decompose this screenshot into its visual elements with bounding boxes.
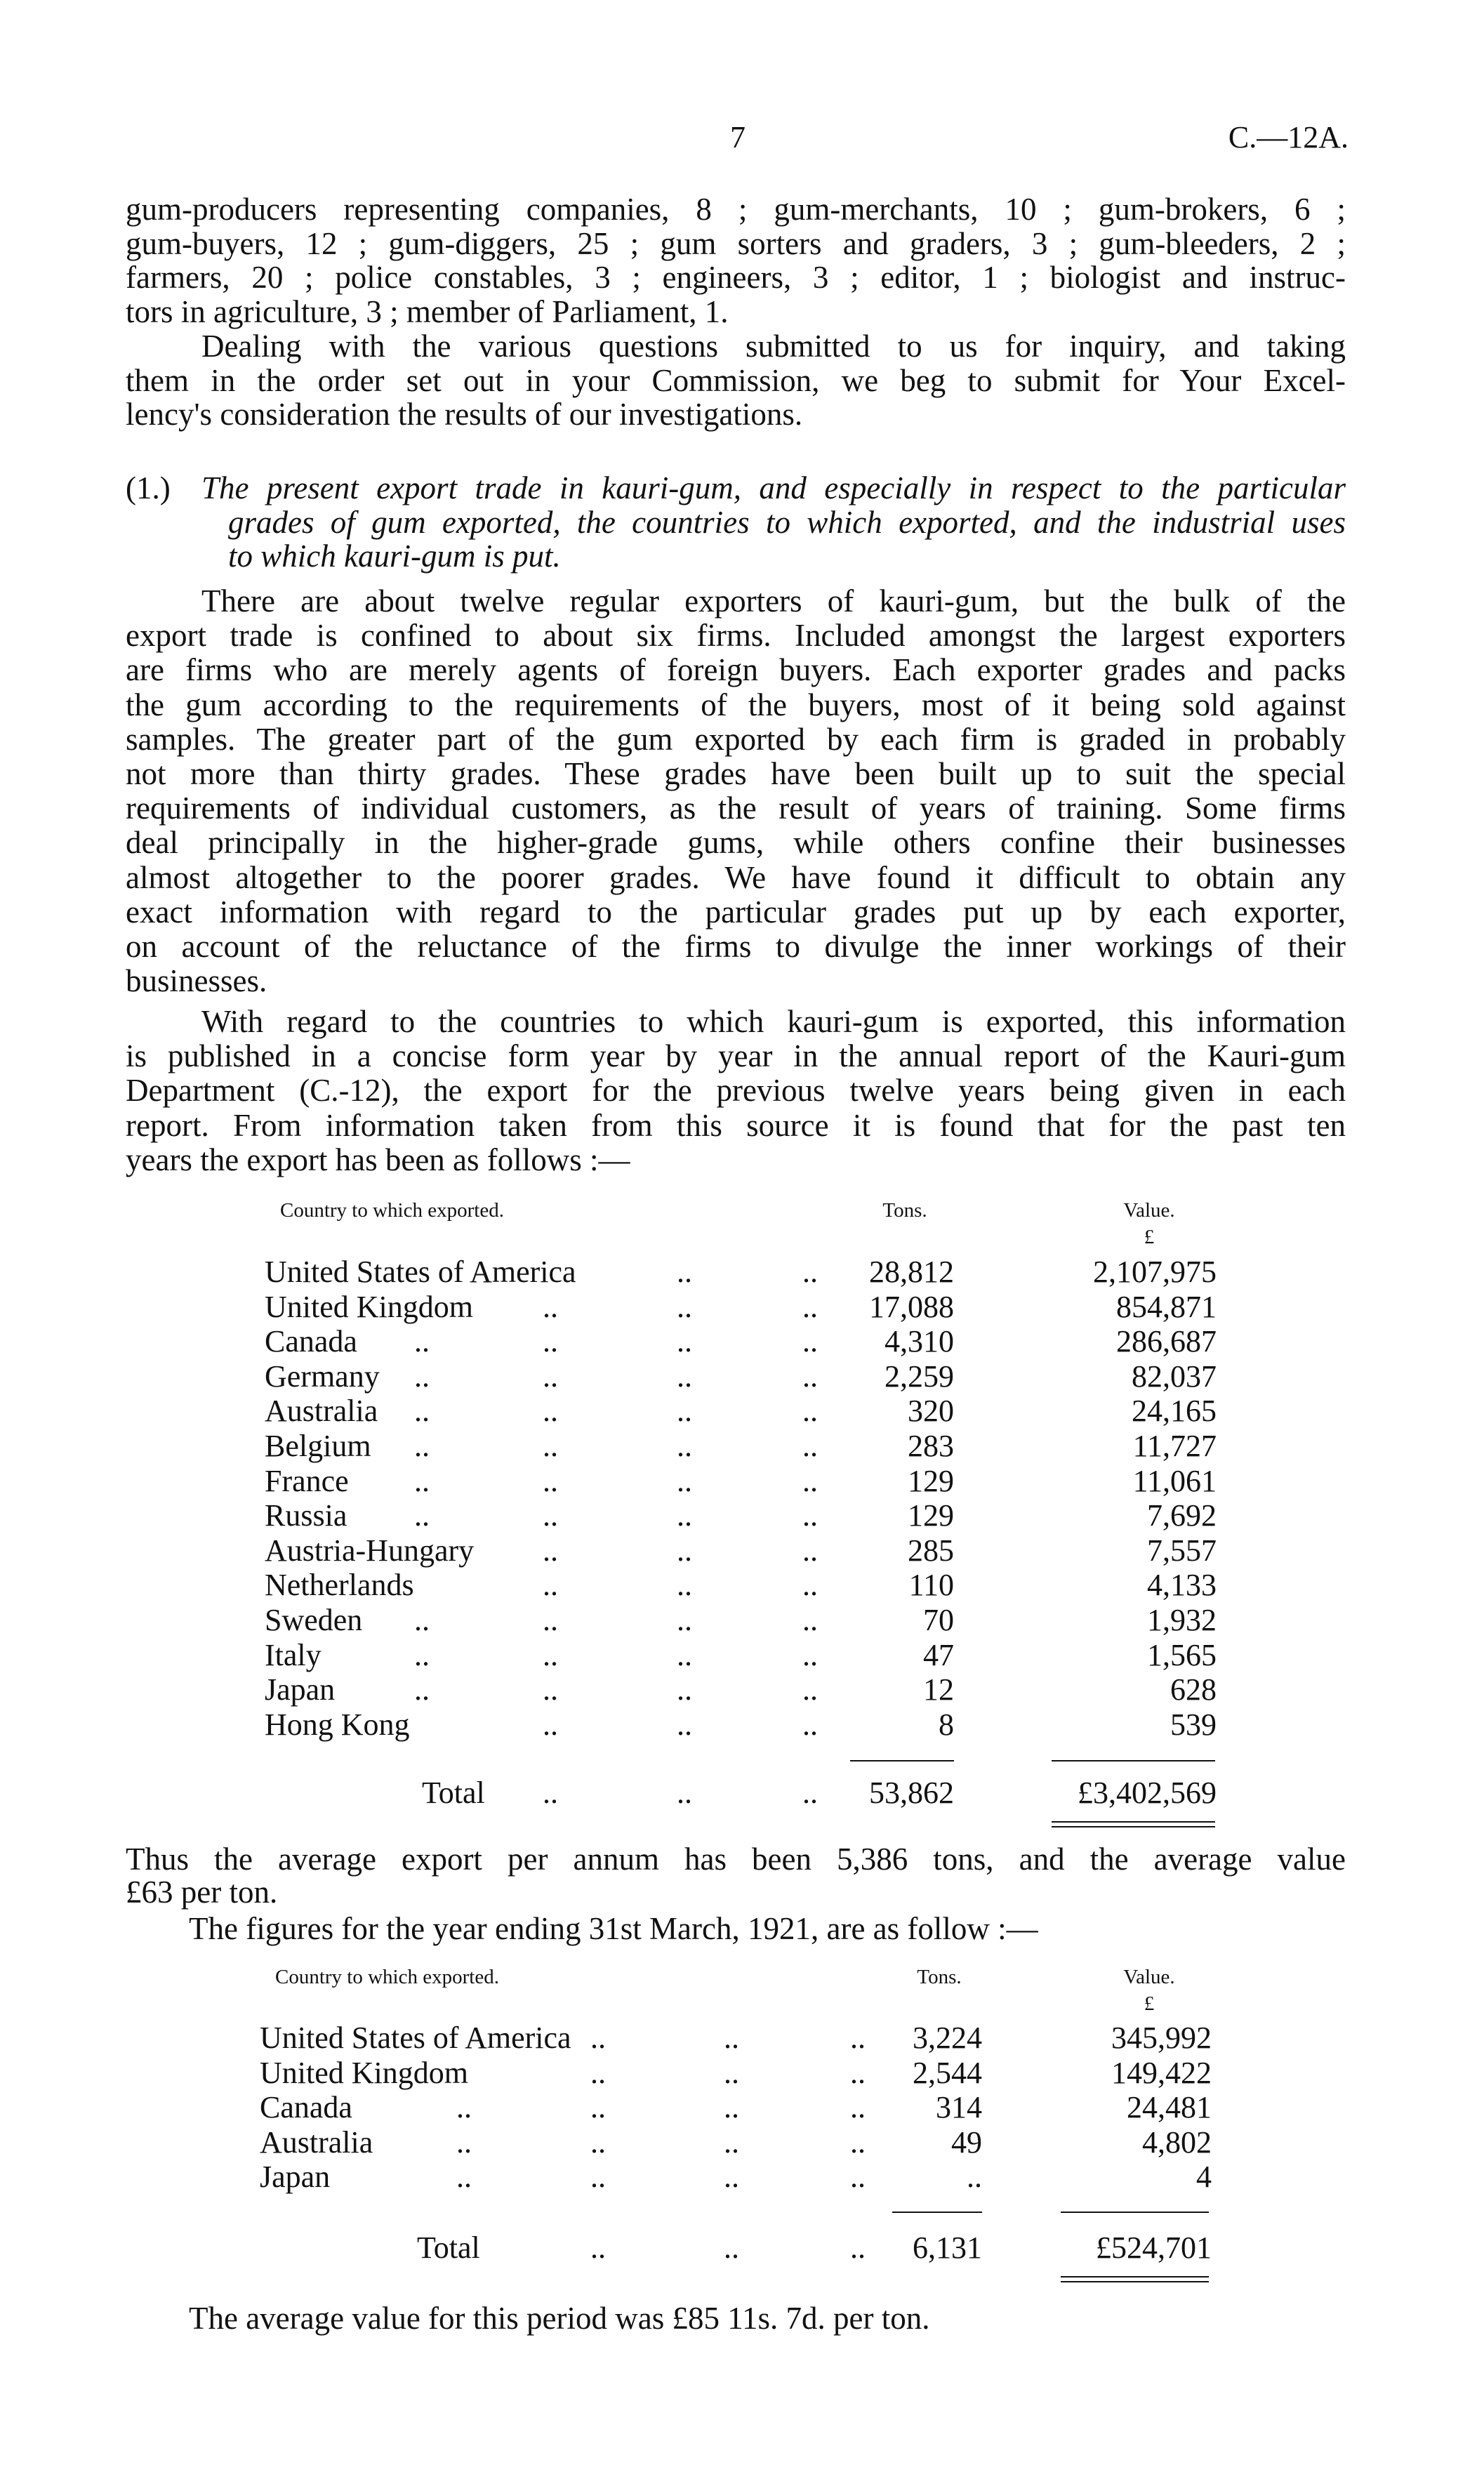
country-name: Canada [260, 2090, 352, 2124]
page-number: 7 [730, 120, 746, 154]
dot-leader: .. [677, 1429, 692, 1463]
value-cell: 628 [1170, 1672, 1217, 1707]
country-name: United Kingdom [260, 2056, 468, 2090]
dot-leader: .. [802, 1394, 818, 1428]
tons-cell: 8 [939, 1707, 954, 1742]
dot-leader: .. [414, 1672, 430, 1707]
country-name: Belgium [265, 1429, 371, 1463]
column-header-tons: Tons. [882, 1199, 927, 1222]
paragraph-line: farmers, 20 ; police constables, 3 ; engineers, 3 ; editor, 1 ; biologist and instruc- [126, 260, 1346, 295]
dot-leader: .. [590, 2125, 606, 2160]
total-label: Total [422, 1776, 485, 1810]
total-double-rule [1061, 2276, 1209, 2282]
tons-cell: 320 [908, 1394, 954, 1428]
dot-leader: .. [543, 1464, 558, 1498]
dot-leader: .. [802, 1464, 818, 1498]
dot-leader: .. [677, 1533, 692, 1568]
subtotal-rule-value [1061, 2212, 1209, 2213]
value-cell: 1,932 [1147, 1603, 1217, 1637]
country-name: Russia [265, 1498, 347, 1533]
currency-symbol: £ [1144, 1226, 1155, 1248]
country-name: Japan [260, 2160, 331, 2194]
subtotal-rule-tons [850, 1760, 954, 1761]
dot-leader: .. [677, 1394, 692, 1428]
value-cell: 7,557 [1147, 1533, 1217, 1568]
dot-leader: .. [724, 2125, 739, 2160]
dot-leader: .. [414, 1394, 430, 1428]
dot-leader: .. [724, 2160, 739, 2194]
dot-leader: .. [590, 2056, 606, 2090]
dot-leader: .. [850, 2230, 866, 2265]
dot-leader: .. [414, 1638, 430, 1672]
value-cell: 345,992 [1111, 2021, 1212, 2055]
dot-leader: .. [802, 1324, 818, 1359]
dot-leader: .. [543, 1498, 558, 1533]
dot-leader: .. [414, 1464, 430, 1498]
dot-leader: .. [677, 1707, 692, 1742]
total-tons: 6,131 [913, 2230, 982, 2265]
country-name: Austria-Hungary [265, 1533, 475, 1568]
section-heading-line: grades of gum exported, the countries to which exported, and the industrial uses [228, 505, 1346, 540]
column-header-tons: Tons. [917, 1966, 962, 1988]
dot-leader: .. [543, 1290, 558, 1324]
paragraph-line: are firms who are merely agents of foreign buyers. Each exporter grades and packs [126, 652, 1346, 687]
dot-leader: .. [724, 2230, 739, 2265]
dot-leader: .. [456, 2090, 472, 2124]
dot-leader: .. [414, 1359, 430, 1394]
dot-leader: .. [802, 1638, 818, 1672]
dot-leader: .. [677, 1498, 692, 1533]
country-name: Japan [265, 1672, 336, 1707]
tons-cell: 3,224 [913, 2021, 982, 2055]
tons-cell: 70 [923, 1603, 954, 1637]
total-value: £524,701 [1096, 2230, 1212, 2265]
value-cell: 11,061 [1132, 1464, 1217, 1498]
dot-leader: .. [802, 1776, 818, 1810]
dot-leader: .. [414, 1324, 430, 1359]
dot-leader: .. [677, 1776, 692, 1810]
paragraph-line: lency's consideration the results of our investigations. [126, 397, 803, 432]
paragraph-line: is published in a concise form year by year in the annual report of the Kauri-gum [126, 1038, 1346, 1073]
document-reference: C.—12A. [1228, 120, 1349, 154]
paragraph-line: requirements of individual customers, as the result of years of training. Some firms [126, 791, 1346, 826]
column-header-country: Country to which exported. [280, 1199, 504, 1222]
paragraph-line: gum-buyers, 12 ; gum-diggers, 25 ; gum sorters and graders, 3 ; gum-bleeders, 2 ; [126, 226, 1346, 261]
paragraph-line: on account of the reluctance of the firms to divulge the inner workings of their [126, 929, 1346, 964]
tons-cell: 17,088 [869, 1290, 954, 1324]
paragraph-line: businesses. [126, 963, 267, 998]
dot-leader: .. [802, 1707, 818, 1742]
total-tons: 53,862 [869, 1776, 954, 1810]
value-cell: 539 [1170, 1707, 1217, 1742]
dot-leader: .. [724, 2090, 739, 2124]
paragraph-line: Dealing with the various questions submitted to us for inquiry, and taking [201, 329, 1346, 364]
country-name: Italy [265, 1638, 322, 1672]
dot-leader: .. [456, 2125, 472, 2160]
dot-leader: .. [850, 2125, 866, 2160]
country-name: United Kingdom [265, 1290, 473, 1324]
paragraph-line: samples. The greater part of the gum exported by each firm is graded in probably [126, 722, 1346, 757]
value-cell: 854,871 [1116, 1290, 1217, 1324]
tons-cell: 4,310 [885, 1324, 954, 1359]
tons-cell: 47 [923, 1638, 954, 1672]
dot-leader: .. [677, 1638, 692, 1672]
closing-line: The average value for this period was £85 11s. 7d. per ton. [189, 2301, 930, 2336]
dot-leader: .. [802, 1568, 818, 1602]
value-cell: 2,107,975 [1093, 1255, 1217, 1289]
section-heading-line: to which kauri-gum is put. [228, 538, 561, 574]
dot-leader: .. [414, 1603, 430, 1637]
value-cell: 7,692 [1147, 1498, 1217, 1533]
column-header-country: Country to which exported. [275, 1966, 499, 1988]
tons-cell: 12 [923, 1672, 954, 1707]
total-double-rule [1052, 1821, 1215, 1827]
dot-leader: .. [456, 2160, 472, 2194]
dot-leader: .. [414, 1498, 430, 1533]
dot-leader: .. [543, 1638, 558, 1672]
section-heading-line: The present export trade in kauri-gum, and especially in respect to the particular [201, 470, 1346, 505]
dot-leader: .. [802, 1255, 818, 1289]
paragraph-line: almost altogether to the poorer grades. We have found it difficult to obtain any [126, 860, 1346, 895]
paragraph-line: exact information with regard to the particular grades put up by each exporter, [126, 894, 1346, 930]
dot-leader: .. [677, 1359, 692, 1394]
dot-leader: .. [802, 1429, 818, 1463]
paragraph-line: tors in agriculture, 3 ; member of Parliament, 1. [126, 294, 729, 329]
dot-leader: .. [677, 1324, 692, 1359]
paragraph-line: years the export has been as follows :— [126, 1142, 630, 1177]
country-name: France [265, 1464, 349, 1498]
country-name: Canada [265, 1324, 357, 1359]
dot-leader: .. [590, 2160, 606, 2194]
column-header-value: Value. [1123, 1199, 1175, 1222]
value-cell: 24,481 [1127, 2090, 1212, 2124]
paragraph-line: deal principally in the higher-grade gums, while others confine their businesses [126, 825, 1346, 860]
tons-cell: 129 [908, 1464, 954, 1498]
tons-cell: 129 [908, 1498, 954, 1533]
tons-cell: .. [967, 2160, 982, 2194]
dot-leader: .. [724, 2056, 739, 2090]
dot-leader: .. [677, 1568, 692, 1602]
paragraph-line: gum-producers representing companies, 8 ; gum-merchants, 10 ; gum-brokers, 6 ; [126, 192, 1346, 227]
paragraph-line: not more than thirty grades. These grades have been built up to suit the special [126, 756, 1346, 791]
dot-leader: .. [677, 1290, 692, 1324]
country-name: Netherlands [265, 1568, 414, 1602]
value-cell: 1,565 [1147, 1638, 1217, 1672]
value-cell: 24,165 [1132, 1394, 1217, 1428]
country-name: Australia [265, 1394, 378, 1428]
section-number: (1.) [126, 470, 171, 505]
dot-leader: .. [677, 1603, 692, 1637]
dot-leader: .. [802, 1533, 818, 1568]
paragraph-line: the gum according to the requirements of the buyers, most of it being sold against [126, 687, 1346, 722]
dot-leader: .. [543, 1603, 558, 1637]
dot-leader: .. [802, 1603, 818, 1637]
dot-leader: .. [850, 2090, 866, 2124]
dot-leader: .. [677, 1255, 692, 1289]
value-cell: 82,037 [1132, 1359, 1217, 1394]
dot-leader: .. [543, 1672, 558, 1707]
tons-cell: 2,544 [913, 2056, 982, 2090]
subtotal-rule-tons [892, 2212, 982, 2213]
country-name: United States of America [265, 1255, 576, 1289]
dot-leader: .. [543, 1707, 558, 1742]
paragraph-line: Department (C.-12), the export for the previous twelve years being given in each [126, 1073, 1346, 1108]
dot-leader: .. [543, 1568, 558, 1602]
column-header-value: Value. [1123, 1966, 1175, 1988]
total-value: £3,402,569 [1078, 1776, 1217, 1810]
dot-leader: .. [802, 1498, 818, 1533]
value-cell: 4,802 [1142, 2125, 1212, 2160]
country-name: Sweden [265, 1603, 363, 1637]
tons-cell: 28,812 [869, 1255, 954, 1289]
value-cell: 4,133 [1147, 1568, 1217, 1602]
dot-leader: .. [543, 1394, 558, 1428]
paragraph-line: report. From information taken from this source it is found that for the past ten [126, 1108, 1346, 1143]
country-name: Germany [265, 1359, 380, 1394]
subtotal-rule-value [1052, 1760, 1215, 1761]
paragraph-line: £63 per ton. [126, 1875, 278, 1910]
dot-leader: .. [850, 2160, 866, 2194]
dot-leader: .. [850, 2021, 866, 2055]
paragraph-line: export trade is confined to about six firms. Included amongst the largest exporters [126, 618, 1346, 653]
paragraph-line: Thus the average export per annum has been 5,386 tons, and the average value [126, 1842, 1346, 1877]
dot-leader: .. [590, 2230, 606, 2265]
dot-leader: .. [677, 1464, 692, 1498]
value-cell: 286,687 [1116, 1324, 1217, 1359]
paragraph-line: The figures for the year ending 31st March, 1921, are as follow :— [189, 1911, 1038, 1946]
value-cell: 11,727 [1132, 1429, 1217, 1463]
tons-cell: 285 [908, 1533, 954, 1568]
dot-leader: .. [802, 1290, 818, 1324]
dot-leader: .. [850, 2056, 866, 2090]
paragraph-line: them in the order set out in your Commission, we beg to submit for Your Excel- [126, 363, 1346, 398]
dot-leader: .. [724, 2021, 739, 2055]
dot-leader: .. [802, 1672, 818, 1707]
tons-cell: 314 [936, 2090, 982, 2124]
tons-cell: 283 [908, 1429, 954, 1463]
currency-symbol: £ [1144, 1992, 1155, 2015]
dot-leader: .. [802, 1359, 818, 1394]
value-cell: 149,422 [1111, 2056, 1212, 2090]
dot-leader: .. [543, 1429, 558, 1463]
tons-cell: 110 [908, 1568, 954, 1602]
tons-cell: 2,259 [885, 1359, 954, 1394]
country-name: United States of America [260, 2021, 571, 2055]
dot-leader: .. [414, 1429, 430, 1463]
dot-leader: .. [590, 2090, 606, 2124]
value-cell: 4 [1196, 2160, 1212, 2194]
tons-cell: 49 [951, 2125, 982, 2160]
total-label: Total [417, 2230, 480, 2265]
dot-leader: .. [543, 1359, 558, 1394]
dot-leader: .. [590, 2021, 606, 2055]
paragraph-line: There are about twelve regular exporters of kauri-gum, but the bulk of the [201, 583, 1346, 619]
paragraph-line: With regard to the countries to which kauri-gum is exported, this information [201, 1004, 1346, 1039]
dot-leader: .. [543, 1533, 558, 1568]
dot-leader: .. [677, 1672, 692, 1707]
dot-leader: .. [543, 1324, 558, 1359]
country-name: Hong Kong [265, 1707, 410, 1742]
country-name: Australia [260, 2125, 373, 2160]
dot-leader: .. [543, 1776, 558, 1810]
